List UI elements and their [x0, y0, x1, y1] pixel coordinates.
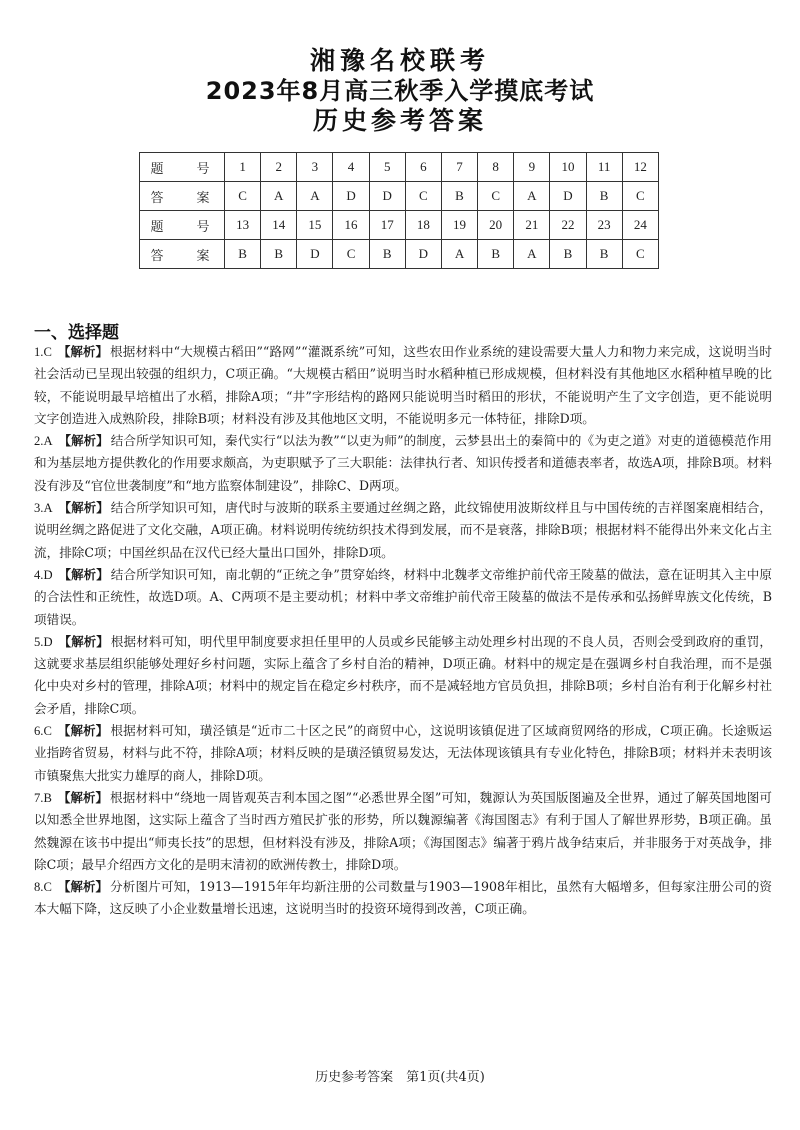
item-number: 4.D: [34, 567, 53, 582]
analysis-tag: 【解析】: [58, 566, 109, 582]
item-text: 根据材料中“绕地一周皆观英吉利本国之图”“必悉世界全图”可知，魏源认为英国版图遍及全世界，通过了解英国地图可以知悉全世界地图，这实际上蕴含了当时西方殖民扩张的形势，所以魏源编著《海国图志》有利于国人了解世界形势，B项正确。虽然魏源在该书中提出“师夷长技”的思想，但材料没有涉及，排除A项；《海国图志》编著于鸦片战争结束后，并非服务于对英战争，排除C项；最早介绍西方文化的是明末清初的欧洲传教士，排除D项。: [34, 789, 772, 872]
analysis-tag: 【解析】: [58, 500, 109, 516]
question-number: 3: [297, 153, 333, 182]
section-heading: 一、选择题: [34, 323, 119, 343]
analysis-tag: 【解析】: [58, 433, 109, 449]
item-paragraph: [34, 497, 772, 564]
answer-cell: A: [441, 240, 477, 269]
item-paragraph: [34, 631, 772, 720]
question-number: 7: [441, 153, 477, 182]
question-number: 14: [261, 211, 297, 240]
exam-org-title: 湘豫名校联考: [309, 46, 490, 75]
answer-cell: B: [586, 240, 622, 269]
answer-cell: B: [369, 240, 405, 269]
item-number: 6.C: [34, 724, 52, 739]
question-number: 10: [550, 153, 586, 182]
question-label: 题 号: [140, 153, 225, 182]
question-number: 2: [261, 153, 297, 182]
item-number: 8.C: [34, 880, 52, 895]
question-number: 5: [369, 153, 405, 182]
answer-cell: A: [514, 240, 550, 269]
question-number: 4: [333, 153, 369, 182]
question-number: 15: [297, 211, 333, 240]
item-paragraph: [34, 564, 772, 631]
document-title: 历史参考答案: [312, 106, 487, 135]
answer-cell: C: [333, 240, 369, 269]
answer-label: 答 案: [140, 240, 225, 269]
answer-cell: B: [478, 240, 514, 269]
item-number: 7.B: [34, 790, 52, 805]
answer-cell: A: [261, 182, 297, 211]
question-number: 21: [514, 211, 550, 240]
item-number: 2.A: [34, 434, 53, 449]
item-number: 1.C: [34, 345, 52, 359]
item-number: 5.D: [34, 634, 53, 649]
question-number: 20: [478, 211, 514, 240]
question-number: 1: [225, 153, 261, 182]
exam-name-title: 2023年8月高三秋季入学摸底考试: [205, 77, 595, 105]
item-paragraph: [34, 876, 772, 921]
list-item: [34, 341, 772, 430]
analysis-tag: 【解析】: [58, 633, 109, 649]
question-number: 13: [225, 211, 261, 240]
list-item: [34, 876, 772, 921]
question-number: 22: [550, 211, 586, 240]
list-item: [34, 720, 772, 787]
answer-cell: B: [586, 182, 622, 211]
answer-cell: D: [369, 182, 405, 211]
analysis-tag: 【解析】: [57, 344, 109, 359]
page-footer: 历史参考答案 第1页(共4页): [315, 1070, 485, 1085]
answer-cell: C: [225, 182, 261, 211]
analysis-tag: 【解析】: [57, 789, 109, 805]
question-number: 23: [586, 211, 622, 240]
answer-cell: B: [550, 240, 586, 269]
analysis-tag: 【解析】: [57, 723, 109, 739]
question-number: 8: [478, 153, 514, 182]
item-text: 结合所学知识可知，唐代时与波斯的联系主要通过丝绸之路，此纹锦使用波斯纹样且与中国传统的吉祥图案鹿相结合，说明丝绸之路促进了文化交融，A项正确。材料说明传统纺织技术得到发展，而不是衰落，排除B项；根据材料不能得出外来文化占主流，排除C项；中国丝织品在汉代已经大量出口国外，排除D项。: [34, 500, 773, 560]
item-paragraph: [34, 787, 772, 876]
item-paragraph: [34, 720, 772, 787]
question-number: 6: [405, 153, 441, 182]
list-item: [34, 787, 772, 876]
list-item: [34, 430, 772, 497]
answer-cell: B: [261, 240, 297, 269]
answer-cell: D: [550, 182, 586, 211]
answer-cell: C: [622, 240, 658, 269]
item-text: 结合所学知识可知，秦代实行“以法为教”“以吏为师”的制度，云梦县出土的秦简中的《为吏之道》对吏的道德模范作用和为基层地方提供教化的作用要求颇高，为吏职赋予了三大职能：法律执行者、知识传授者和道德表率者，故选A项，排除B项。材料没有涉及“官位世袭制度”和“地方监察体制建设”，排除C、D两项。: [34, 433, 773, 493]
answer-cell: C: [478, 182, 514, 211]
answer-cell: A: [514, 182, 550, 211]
explanation-list: [34, 341, 772, 921]
question-number: 18: [405, 211, 441, 240]
list-item: [34, 564, 772, 631]
table-row: [140, 182, 659, 211]
item-number: 3.A: [34, 501, 53, 516]
answer-cell: C: [622, 182, 658, 211]
question-number: 16: [333, 211, 369, 240]
table-row: [140, 211, 659, 240]
analysis-tag: 【解析】: [57, 879, 109, 895]
item-text: 分析图片可知，1913—1915年年均新注册的公司数量与1903—1908年相比，虽然有大幅增多，但每家注册公司的资本大幅下降，这反映了小企业数量增长迅速，这说明当时的投资环境得到改善，C项正确。: [34, 879, 773, 917]
question-number: 17: [369, 211, 405, 240]
answer-cell: D: [333, 182, 369, 211]
item-text: 根据材料可知，璜泾镇是“近市二十区之民”的商贸中心，这说明该镇促进了区域商贸网络的形成，C项正确。长途贩运业指跨省贸易，材料与此不符，排除A项；材料反映的是璜泾镇贸易发达，无法体现该镇具有专业化特色，排除B项；材料并未表明该市镇聚焦大批实力雄厚的商人，排除D项。: [34, 723, 773, 783]
question-number: 11: [586, 153, 622, 182]
answer-cell: A: [297, 182, 333, 211]
question-number: 12: [622, 153, 658, 182]
answer-cell: D: [405, 240, 441, 269]
question-number: 9: [514, 153, 550, 182]
question-number: 24: [622, 211, 658, 240]
answer-cell: C: [405, 182, 441, 211]
item-paragraph: [34, 341, 772, 430]
answer-table: [139, 152, 659, 269]
list-item: [34, 497, 772, 564]
item-text: 结合所学知识可知，南北朝的“正统之争”贯穿始终，材料中北魏孝文帝维护前代帝王陵墓的做法，意在证明其入主中原的合法性和正统性，故选D项。A、C两项不是主要动机；材料中孝文帝维护前代帝王陵墓的做法不是传承和弘扬鲜卑族文化传统，B项错误。: [34, 566, 772, 627]
table-row: [140, 153, 659, 182]
answer-cell: B: [225, 240, 261, 269]
item-text: 根据材料中“大规模古稻田”“路网”“灌溉系统”可知，这些农田作业系统的建设需要大量人力和物力来完成，这说明当时社会活动已呈现出较强的组织力，C项正确。“大规模古稻田”说明当时水稻种植已形成规模，但材料没有其他地区水稻种植早晚的比较，不能说明最早培植出了水稻，排除A项；“井”字形结构的路网只能说明当时稻田的形状，不能说明产生了文字创造，更不能说明文字创造进入成熟阶段，排除B项；材料没有涉及其他地区文明，不能说明多元一体特征，排除D项。: [34, 344, 772, 426]
list-item: [34, 631, 772, 720]
item-text: 根据材料可知，明代里甲制度要求担任里甲的人员或乡民能够主动处理乡村出现的不良人员，否则会受到政府的重罚，这就要求基层组织能够处理好乡村问题，实际上蕴含了乡村自治的精神，D项正确。材料中的规定是在强调乡村自我治理，而不是强化中央对乡村的管理，排除A项；材料中的规定旨在稳定乡村秩序，而不是减轻地方官员负担，排除B项；乡村自治有利于化解乡村社会矛盾，排除C项。: [34, 633, 773, 716]
header: [0, 46, 800, 136]
item-paragraph: [34, 430, 772, 497]
answer-cell: B: [441, 182, 477, 211]
question-number: 19: [441, 211, 477, 240]
question-label: 题 号: [140, 211, 225, 240]
answer-cell: D: [297, 240, 333, 269]
answer-label: 答 案: [140, 182, 225, 211]
table-row: [140, 240, 659, 269]
